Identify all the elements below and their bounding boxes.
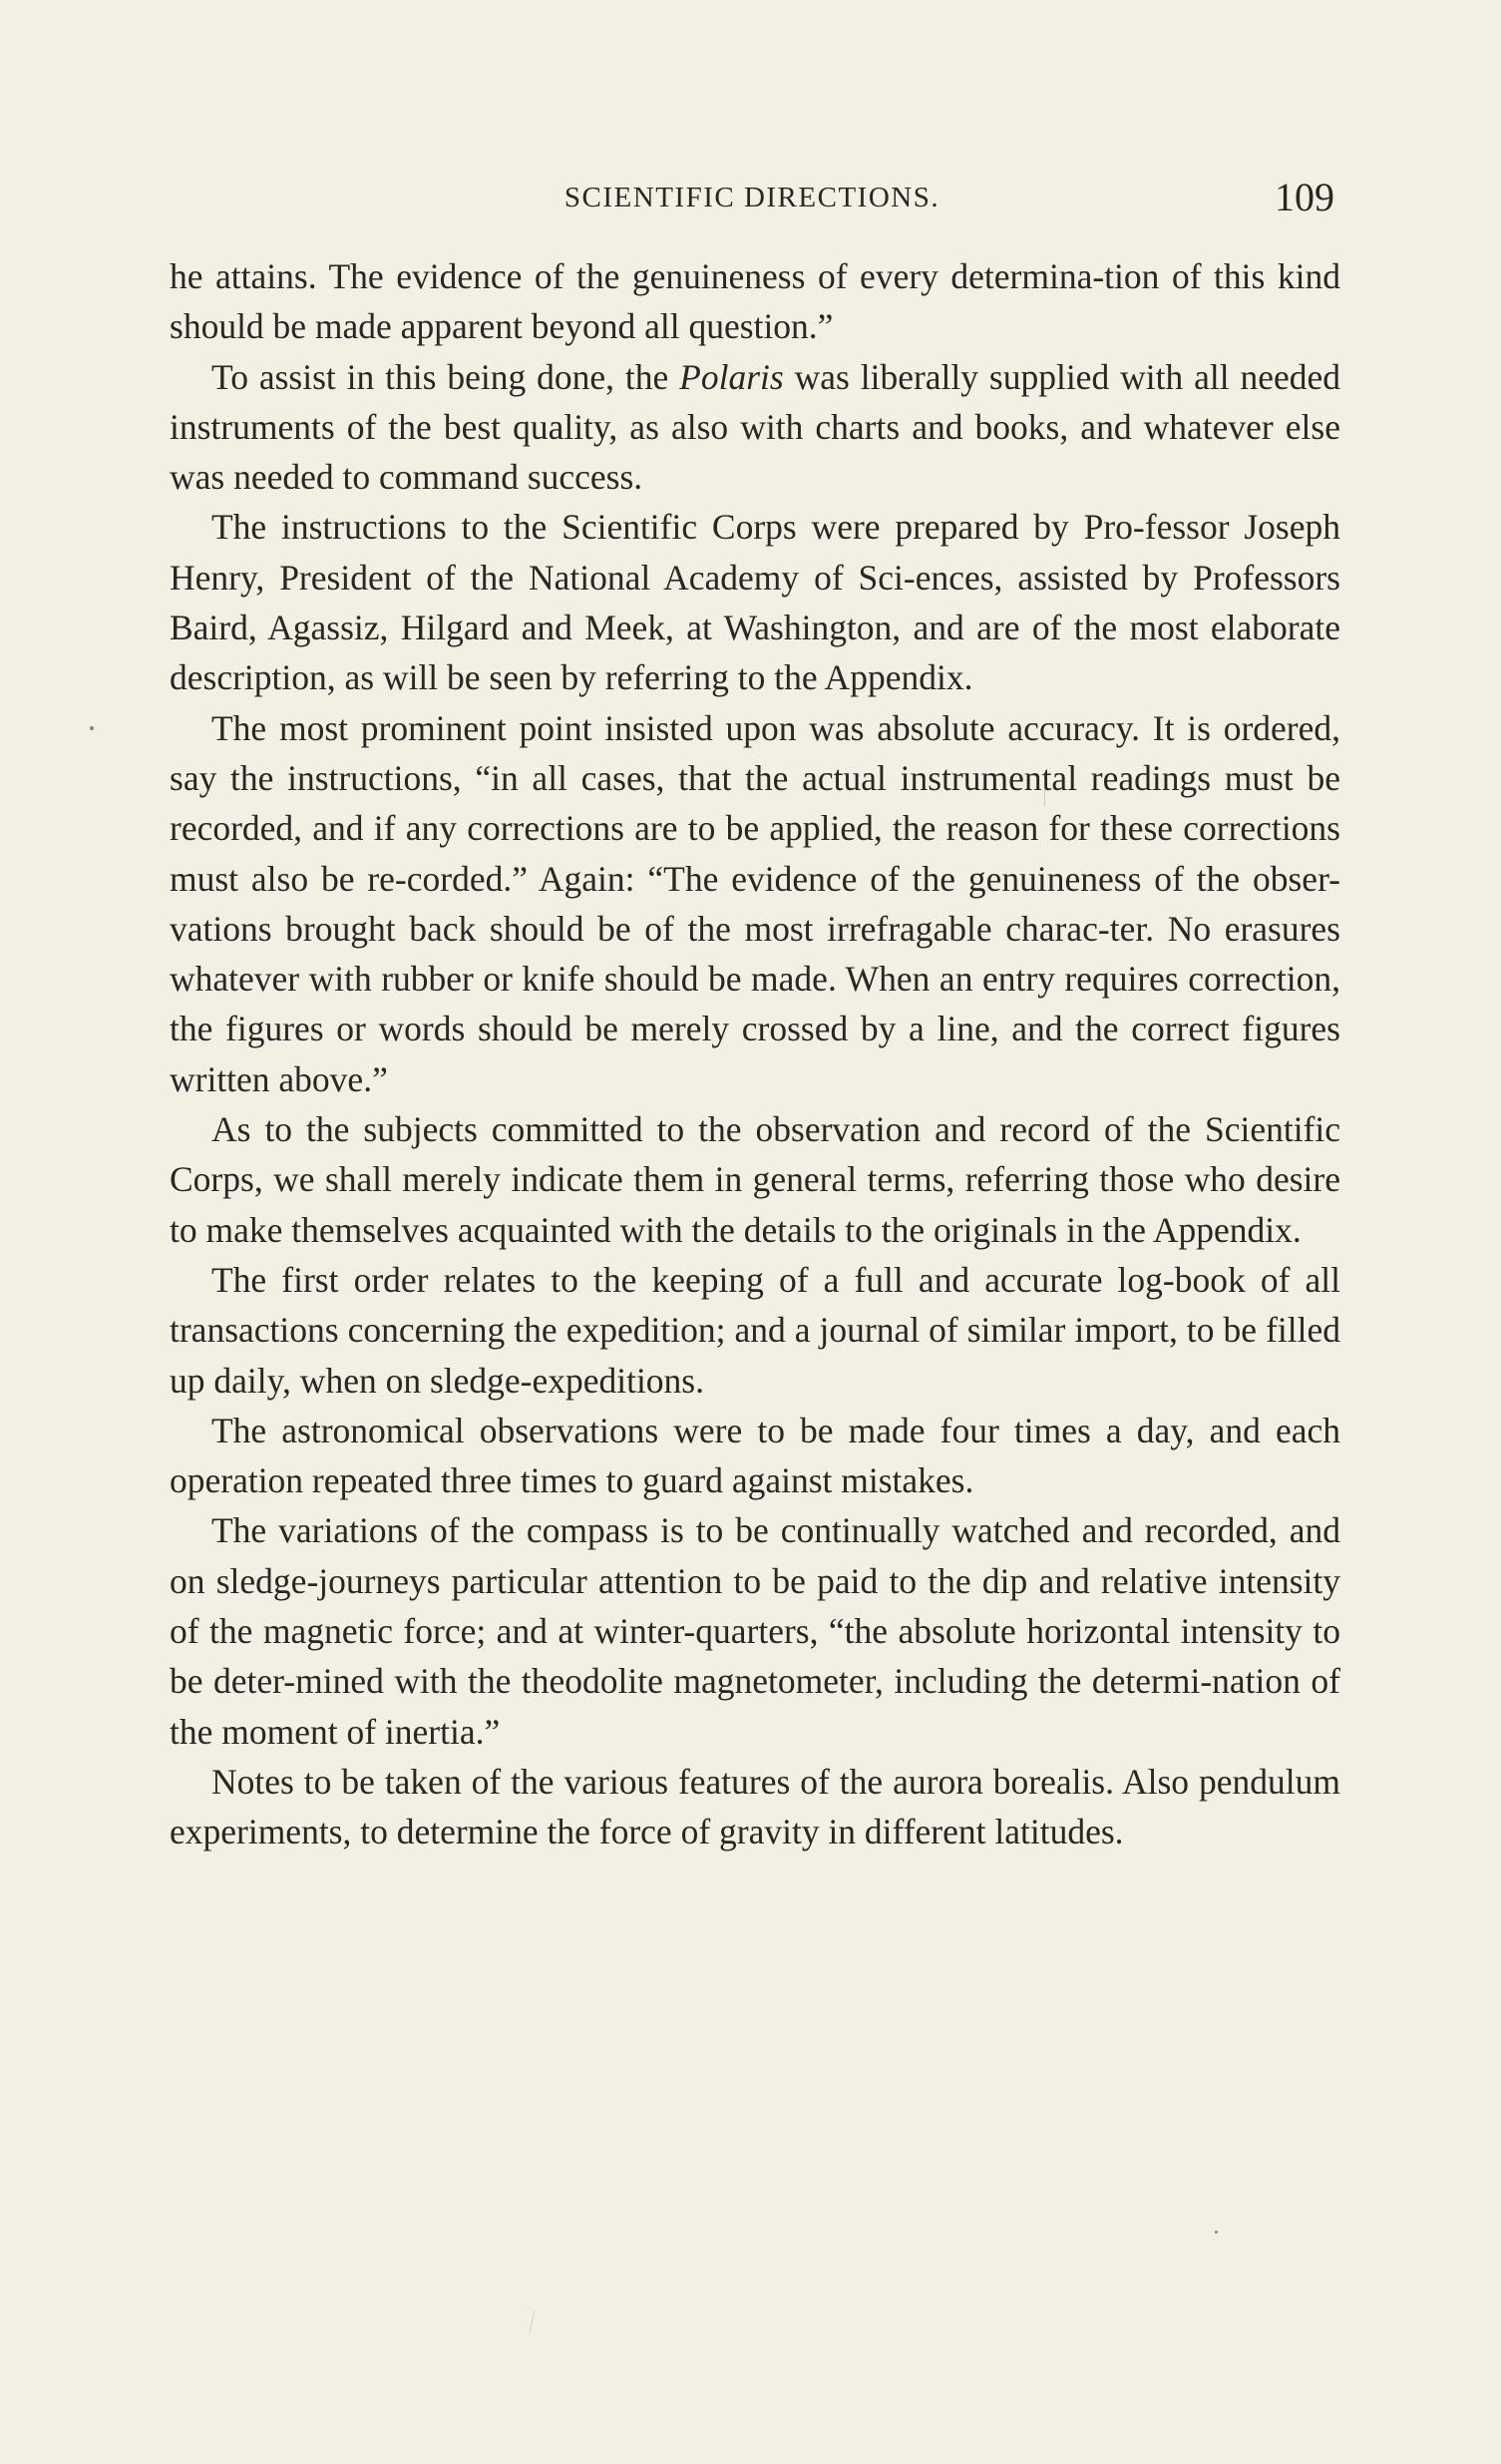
paragraph-2	[170, 352, 1340, 503]
paragraph-7: The astronomical observations were to be made four times a day, and each operation repeated three times to guard against mistakes.	[170, 1410, 1340, 1501]
paper-scratch	[530, 2310, 536, 2332]
paragraph-5: As to the subjects committed to the observation and record of the Scientific Corps, we shall merely indicate them in general terms, referring those who desire to make themselves acquainted with the details to the originals in the Appendix.	[170, 1109, 1340, 1250]
paragraph-1: he attains. The evidence of the genuineness of every determina-tion of this kind should be made apparent beyond all question.”	[170, 256, 1340, 347]
paper-speck	[1215, 2231, 1218, 2234]
paper-speck	[90, 726, 94, 730]
paragraph-3: The instructions to the Scientific Corps were prepared by Pro-fessor Joseph Henry, President of the National Academy of Sci-ences, assisted by Professors Baird, Agassiz, Hilgard and Meek, at Washington, and are of the most elaborate description, as will be seen by referring to the Appendix.	[170, 507, 1340, 698]
ship-name: Polaris	[679, 356, 784, 397]
paragraph-2-text-before: To assist in this being done, the	[211, 356, 680, 397]
page-number: 109	[1275, 175, 1334, 219]
paragraph-9: Notes to be taken of the various features of the aurora borealis. Also pendulum experiments, to determine the force of gravity in different latitudes.	[170, 1761, 1340, 1852]
paragraph-8: The variations of the compass is to be continually watched and recorded, and on sledge-journeys particular attention to be paid to the dip and relative intensity of the magnetic force; and at winter-quarters, “the absolute horizontal intensity to be deter-mined with the theodolite magnetometer, including the determi-nation of the moment of inertia.”	[170, 1510, 1340, 1752]
running-head: SCIENTIFIC DIRECTIONS.	[563, 182, 940, 213]
body-text	[170, 251, 1340, 1857]
page-header	[170, 175, 1334, 227]
paper-scratch	[1044, 778, 1045, 806]
paragraph-4: The most prominent point insisted upon was absolute accuracy. It is ordered, say the instructions, “in all cases, that the actual instrumental readings must be recorded, and if any corrections are to be applied, the reason for these corrections must also be re-corded.” Again: “The evidence of the genuineness of the obser-vations brought back should be of the most irrefragable charac-ter. No erasures whatever with rubber or knife should be made. When an entry requires correction, the figures or words should be merely crossed by a line, and the correct figures written above.”	[170, 707, 1340, 1099]
paragraph-2-text-after: was liberally supplied with all needed instruments of the best quality, as also with charts and books, and whatever else was needed to command success.	[170, 356, 1340, 498]
paragraph-6: The first order relates to the keeping of a full and accurate log-book of all transactions concerning the expedition; and a journal of similar import, to be filled up daily, when on sledge-expeditions.	[170, 1259, 1340, 1401]
